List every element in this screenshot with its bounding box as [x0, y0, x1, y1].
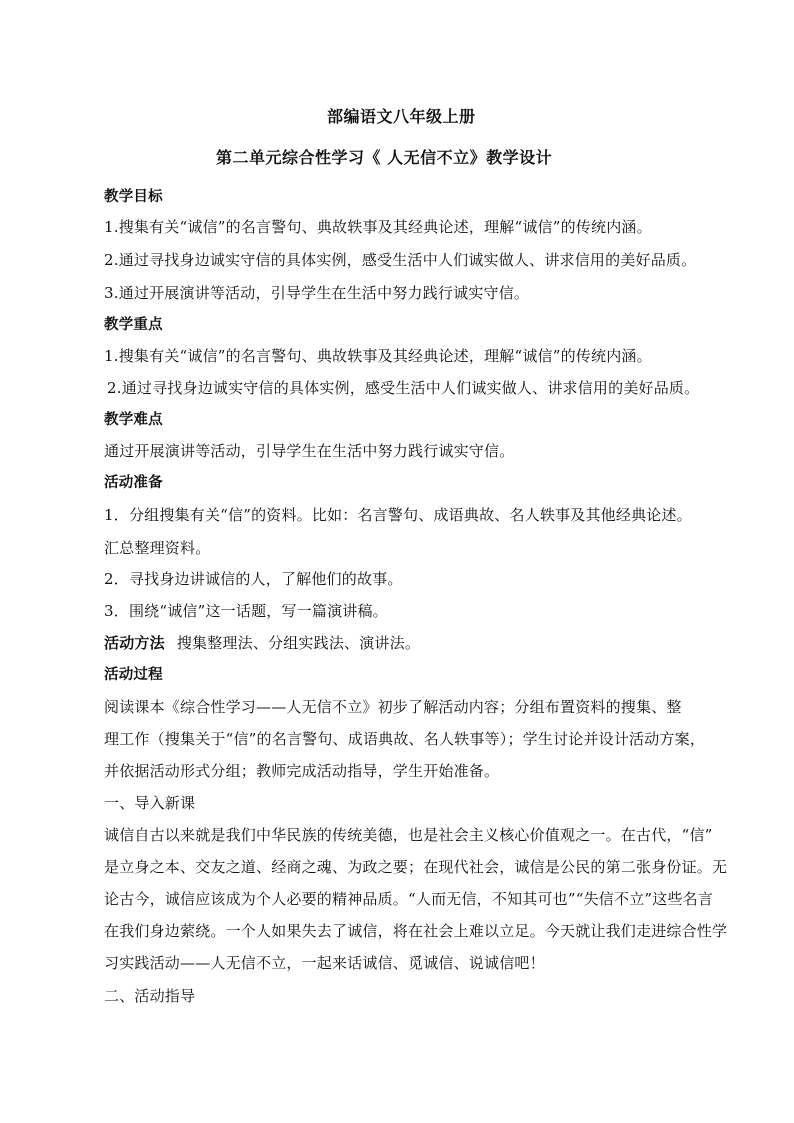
method-line — [104, 633, 420, 653]
preparation-heading: 活动准备 — [104, 474, 163, 491]
doc-subtitle: 第二单元综合性学习《 人无信不立》教学设计 — [216, 148, 553, 167]
preparation-item: 3．围绕“诚信”这一话题，写一篇演讲稿。 — [104, 602, 388, 620]
intro-paragraph-line: 诚信自古以来就是我们中华民族的传统美德，也是社会主义核心价值观之一。在古代，“信” — [104, 826, 713, 844]
difficulty-text: 通过开展演讲等活动，引导学生在生活中努力践行诚实守信。 — [104, 442, 515, 460]
objective-item: 1.搜集有关“诚信”的名言警句、典故轶事及其经典论述，理解“诚信”的传统内涵。 — [104, 218, 652, 236]
intro-paragraph-line: 习实践活动——人无信不立，一起来话诚信、觅诚信、说诚信吧！ — [104, 954, 545, 972]
process-paragraph-line: 阅读课本《综合性学习——人无信不立》初步了解活动内容；分组布置资料的搜集、整 — [104, 698, 682, 716]
section-heading-guidance: 二、活动指导 — [104, 987, 196, 1005]
process-paragraph-line: 理工作（搜集关于“信”的名言警句、成语典故、名人轶事等）；学生讨论并设计活动方案， — [104, 730, 706, 748]
preparation-item: 1．分组搜集有关“信”的资料。比如：名言警句、成语典故、名人轶事及其他经典论述。 — [104, 506, 692, 524]
intro-paragraph-line: 是立身之本、交友之道、经商之魂、为政之要；在现代社会，诚信是公民的第二张身份证。无 — [104, 858, 728, 876]
process-paragraph-line: 并依据活动形式分组；教师完成活动指导，学生开始准备。 — [104, 762, 500, 780]
doc-title: 部编语文八年级上册 — [327, 107, 476, 126]
objectives-heading: 教学目标 — [104, 188, 163, 205]
intro-paragraph-line: 在我们身边萦绕。一个人如果失去了诚信，将在社会上难以立足。今天就让我们走进综合性学 — [104, 922, 728, 940]
key-points-heading: 教学重点 — [104, 316, 163, 333]
process-heading: 活动过程 — [104, 666, 163, 683]
preparation-item-continued: 汇总整理资料。 — [104, 539, 211, 557]
objective-item: 3.通过开展演讲等活动，引导学生在生活中努力践行诚实守信。 — [104, 284, 530, 302]
section-heading-intro: 一、导入新课 — [104, 794, 196, 812]
key-point-item: 1.搜集有关“诚信”的名言警句、典故轶事及其经典论述，理解“诚信”的传统内涵。 — [104, 347, 652, 365]
difficulty-heading: 教学难点 — [104, 411, 163, 428]
method-label: 活动方法 — [104, 634, 165, 652]
objective-item: 2.通过寻找身边诚实守信的具体实例，感受生活中人们诚实做人、讲求信用的美好品质。 — [104, 251, 697, 269]
key-point-item: 2.通过寻找身边诚实守信的具体实例，感受生活中人们诚实做人、讲求信用的美好品质。 — [107, 379, 700, 397]
preparation-item: 2．寻找身边讲诚信的人，了解他们的故事。 — [104, 570, 403, 588]
method-text: 搜集整理法、分组实践法、演讲法。 — [176, 634, 421, 652]
intro-paragraph-line: 论古今，诚信应该成为个人必要的精神品质。“人而无信，不知其可也”“失信不立”这些名言 — [104, 890, 714, 908]
